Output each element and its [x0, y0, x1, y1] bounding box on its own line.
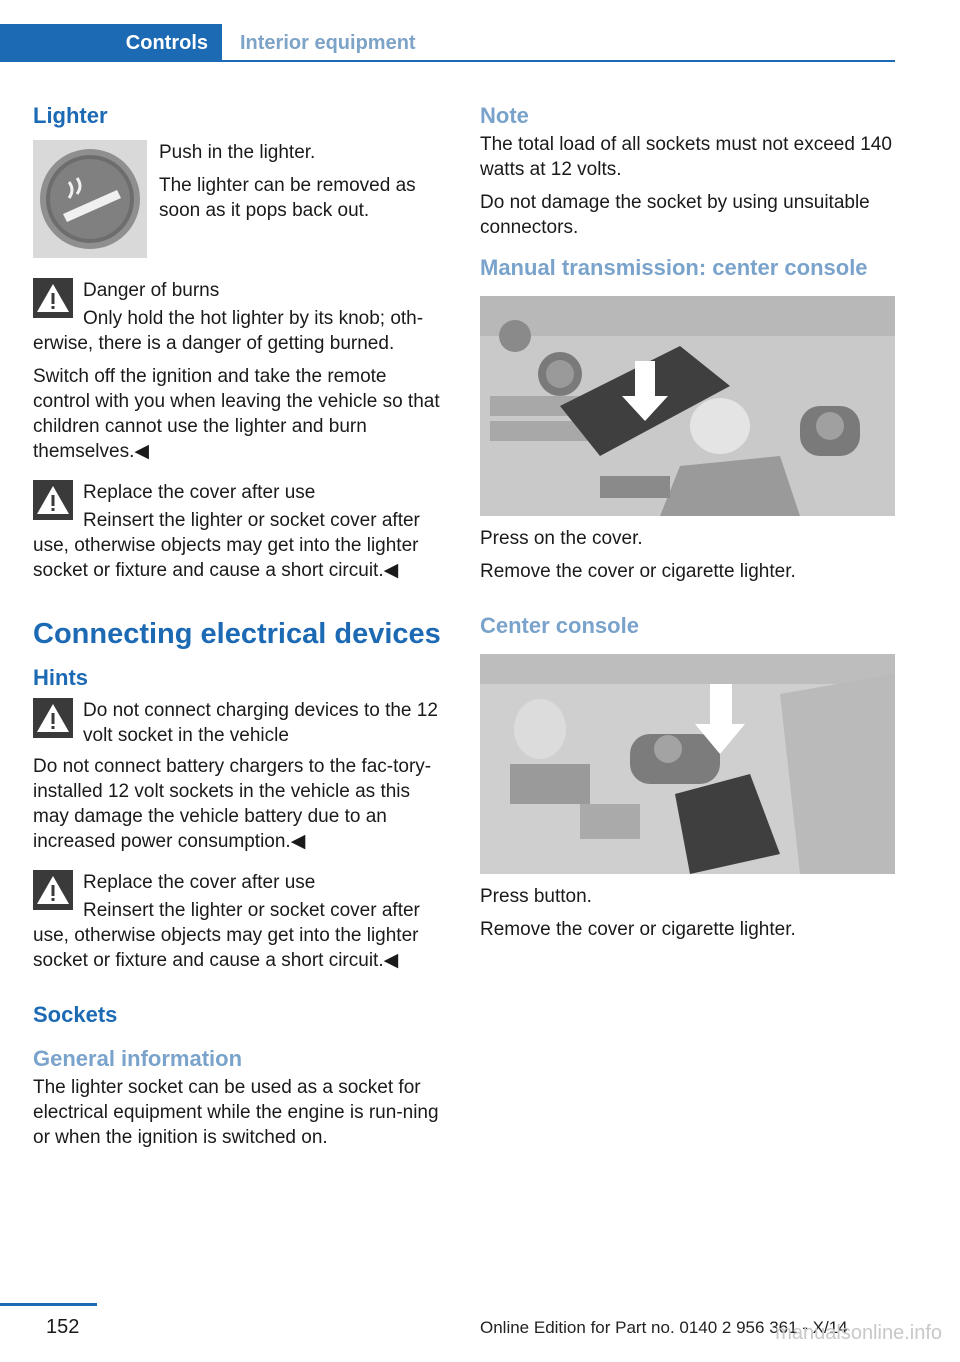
- hints-heading: Hints: [33, 665, 88, 690]
- watermark: manualsonline.info: [775, 1322, 942, 1344]
- manual-step-1: Press on the cover.: [480, 528, 643, 549]
- warning-title: Replace the cover after use: [83, 482, 316, 503]
- page-header: [0, 0, 895, 62]
- note-text-2: Do not damage the socket by using unsuitable connectors.: [480, 192, 870, 238]
- tab-controls[interactable]: Controls: [0, 24, 222, 62]
- center-console-heading: Center console: [480, 613, 639, 638]
- warning-charging: [33, 698, 443, 748]
- sockets-heading: Sockets: [33, 1002, 118, 1027]
- tab-interior-equipment[interactable]: Interior equipment: [240, 31, 416, 54]
- right-column: [480, 100, 895, 950]
- warning-icon: [33, 278, 73, 318]
- warning-body: Reinsert the lighter or socket cover after use, otherwise objects may get into the lighter socket or fixture and cause a short circuit.◀: [33, 900, 420, 971]
- center-step-1: Press button.: [480, 886, 592, 907]
- lighter-heading: Lighter: [33, 103, 108, 128]
- warning-cover-2: [33, 870, 443, 918]
- warning-paragraph: Switch off the ignition and take the remote control with you when leaving the vehicle so that children cannot use the lighter and burn themselves.◀: [33, 366, 440, 462]
- note-text-1: The total load of all sockets must not exceed 140 watts at 12 volts.: [480, 134, 892, 180]
- center-console-illustration: [480, 654, 895, 874]
- note-heading: Note: [480, 103, 529, 128]
- warning-cover: [33, 480, 443, 528]
- warning-title: Danger of burns: [83, 280, 220, 301]
- warning-body: Only hold the hot lighter by its knob; oth‐erwise, there is a danger of getting burned.: [33, 308, 424, 354]
- warning-icon: [33, 480, 73, 520]
- left-column: [33, 100, 443, 1158]
- lighter-step-2: The lighter can be removed as soon as it pops back out.: [159, 175, 416, 221]
- lighter-icon: [33, 140, 147, 258]
- center-step-2: Remove the cover or cigarette lighter.: [480, 919, 796, 940]
- footer-rule: [0, 1303, 97, 1306]
- warning-title: Do not connect charging devices to the 12 volt socket in the vehicle: [83, 700, 438, 746]
- header-rule: [222, 60, 895, 62]
- manual-console-illustration: [480, 296, 895, 516]
- warning-icon: [33, 698, 73, 738]
- general-info-body: The lighter socket can be used as a socket for electrical equipment while the engine is run‐ning or when the ignition is switched on.: [33, 1077, 439, 1148]
- section-title: Connecting electrical devices: [33, 618, 441, 650]
- warning-body: Do not connect battery chargers to the fac‐tory-installed 12 volt sockets in the vehicle as this may damage the vehicle battery due to an increased power consumption.◀: [33, 756, 432, 852]
- lighter-step-1: Push in the lighter.: [159, 142, 316, 163]
- lighter-section: [33, 100, 443, 270]
- edition-text: Online Edition for Part no. 0140 2 956 361 - X/14: [480, 1318, 848, 1337]
- warning-burns: [33, 278, 443, 326]
- lighter-text: [159, 140, 449, 231]
- manual-step-2: Remove the cover or cigarette lighter.: [480, 561, 796, 582]
- general-info-heading: General information: [33, 1046, 243, 1071]
- page-number: 152: [46, 1316, 80, 1338]
- manual-transmission-heading: Manual transmission: center console: [480, 255, 868, 280]
- warning-icon: [33, 870, 73, 910]
- warning-body: Reinsert the lighter or socket cover after use, otherwise objects may get into the lighter socket or fixture and cause a short circuit.◀: [33, 510, 420, 581]
- warning-title: Replace the cover after use: [83, 872, 316, 893]
